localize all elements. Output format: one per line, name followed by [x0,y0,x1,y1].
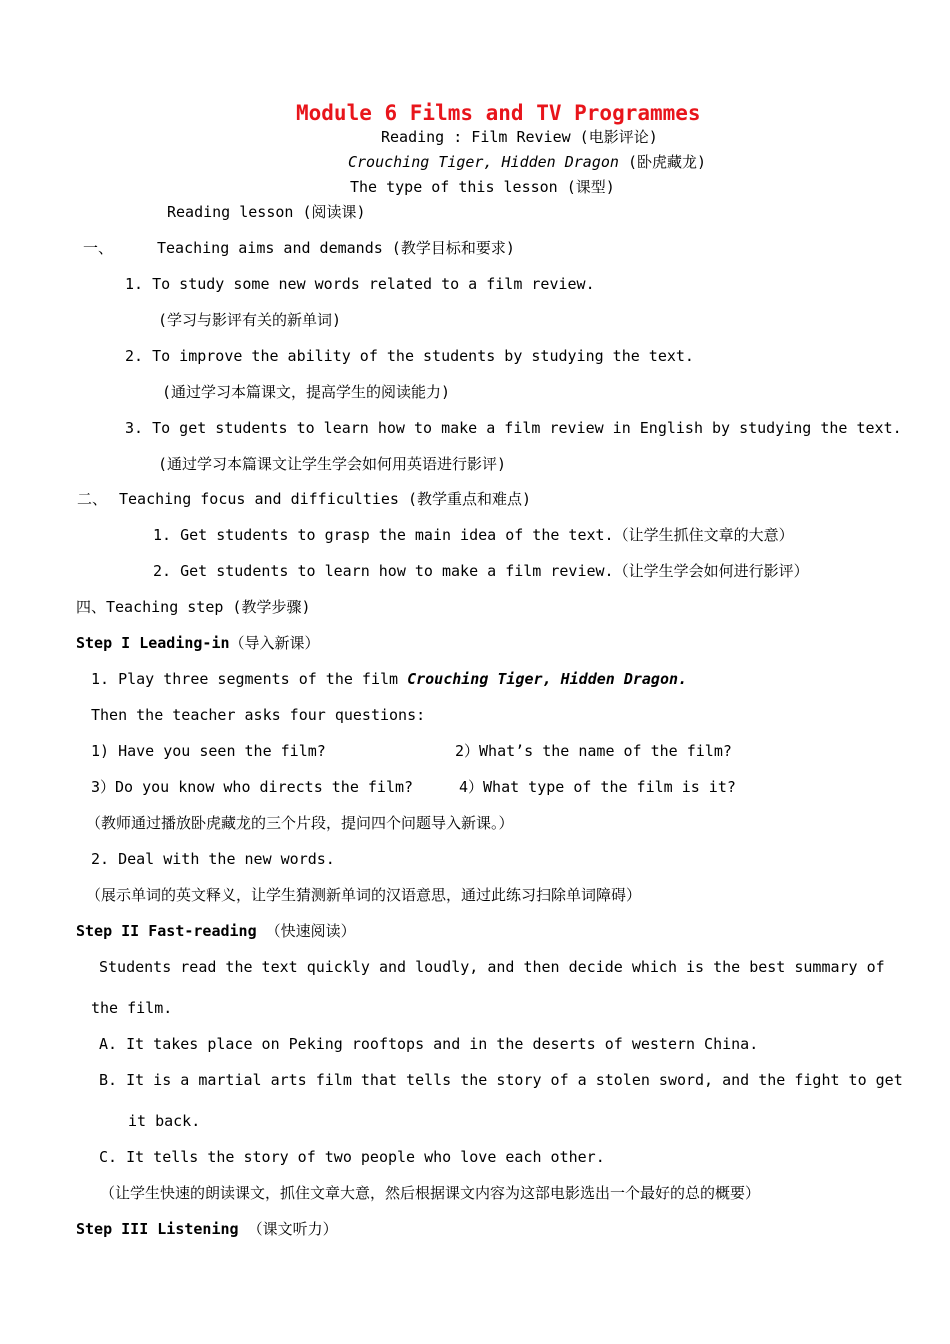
question-3: 3）Do you know who directs the film? [91,778,414,796]
lesson-type: Reading lesson (阅读课) [167,203,366,221]
focus-number: 二、 [77,490,108,508]
question-2: 2）What’s the name of the film? [455,742,732,760]
focus-item-1: 1. Get students to grasp the main idea of the text.（让学生抓住文章的大意） [153,526,794,544]
aim-item-2-cn: (通过学习本篇课文，提高学生的阅读能力) [162,383,451,401]
step-3-title: Step III Listening [76,1220,239,1238]
aims-heading: Teaching aims and demands (教学目标和要求) [157,239,515,257]
option-c: C. It tells the story of two people who love each other. [99,1148,605,1166]
step-1-note: （教师通过播放卧虎藏龙的三个片段，提问四个问题导入新课。） [86,814,514,832]
focus-item-2: 2. Get students to learn how to make a film review.（让学生学会如何进行影评） [153,562,809,580]
step-1-questions-intro: Then the teacher asks four questions: [91,706,426,724]
step-1-words-note: （展示单词的英文释义，让学生猜测新单词的汉语意思，通过此练习扫除单词障碍） [86,886,642,904]
lesson-subtitle: Reading : Film Review (电影评论) [381,128,658,146]
aims-number: 一、 [83,239,114,257]
question-1: 1) Have you seen the film? [91,742,326,760]
step-1-play [91,669,687,689]
lesson-type-label: The type of this lesson (课型) [350,178,615,196]
option-b: B. It is a martial arts film that tells the story of a stolen sword, and the fight to get [99,1071,903,1089]
step-1-play-text: 1. Play three segments of the film [91,670,408,688]
step-2-note: （让学生快速的朗读课文，抓住文章大意，然后根据课文内容为这部电影选出一个最好的总的概要） [100,1184,761,1202]
film-title-cn: (卧虎藏龙) [618,153,707,171]
step-3-title-cn: （课文听力） [238,1220,338,1238]
step-2-title: Step II Fast-reading [76,922,257,940]
aim-item-3-cn: (通过学习本篇课文让学生学会如何用英语进行影评) [158,455,507,473]
film-title-line [348,152,706,172]
question-4: 4）What type of the film is it? [459,778,736,796]
aim-item-1: 1. To study some new words related to a film review. [125,275,595,293]
step-1-title-cn: （导入新课） [229,634,320,652]
aim-item-1-cn: (学习与影评有关的新单词) [158,311,342,329]
step-1-title: Step I Leading-in [76,634,230,652]
step-2-heading [76,921,356,941]
step-2-instruction: Students read the text quickly and loudly, and then decide which is the best summary of [99,958,885,976]
focus-heading: Teaching focus and difficulties (教学重点和难点) [119,490,532,508]
aim-item-3: 3. To get students to learn how to make a film review in English by studying the text. [125,419,902,437]
option-a: A. It takes place on Peking rooftops and in the deserts of western China. [99,1035,759,1053]
step-2-title-cn: （快速阅读） [256,922,356,940]
step-3-heading [76,1219,338,1239]
step-2-instruction-cont: the film. [91,999,173,1017]
page-title: Module 6 Films and TV Programmes [296,101,701,125]
step-1-words: 2. Deal with the new words. [91,850,335,868]
option-b-cont: it back. [128,1112,201,1130]
film-title: Crouching Tiger, Hidden Dragon [348,153,619,171]
steps-heading: 四、Teaching step (教学步骤) [76,598,311,616]
step-1-heading [76,633,320,653]
step-1-play-film: Crouching Tiger, Hidden Dragon. [407,670,688,688]
aim-item-2: 2. To improve the ability of the students by studying the text. [125,347,694,365]
